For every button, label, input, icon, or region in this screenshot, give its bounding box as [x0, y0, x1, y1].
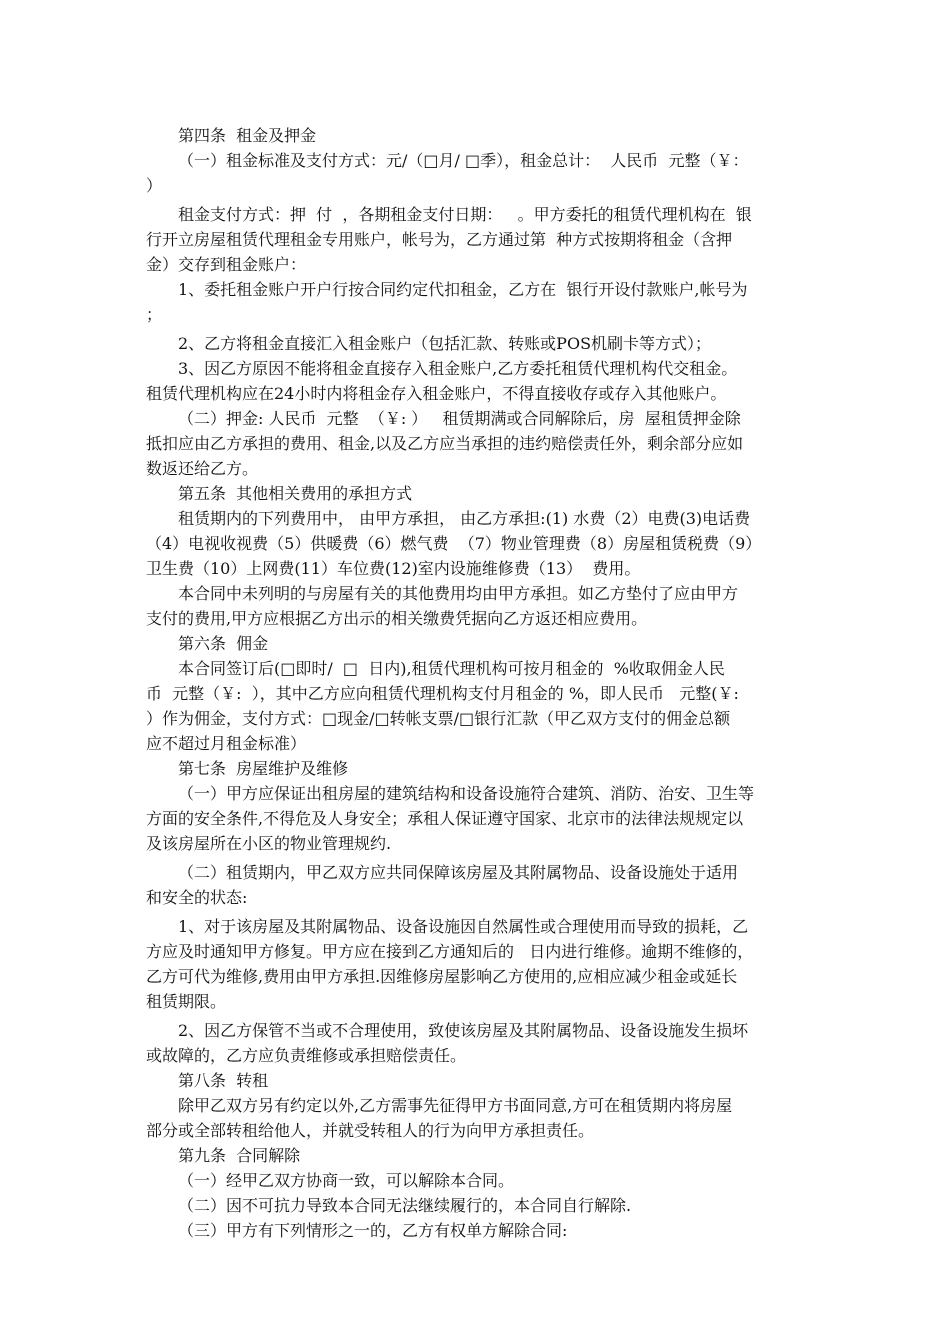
paragraph-line: 本合同签订后(□即时/ □ 日内),租赁代理机构可按月租金的 %收取佣金人民: [178, 659, 725, 678]
paragraph-line: 租金支付方式：押 付 ，各期租金支付日期： 。甲方委托的租赁代理机构在 银: [178, 205, 752, 224]
paragraph-line: 除甲乙双方另有约定以外,乙方需事先征得甲方书面同意,方可在租赁期内将房屋: [178, 1096, 733, 1115]
paragraph-line: （三）甲方有下列情形之一的，乙方有权单方解除合同:: [178, 1221, 568, 1240]
article-9-heading: 第九条 合同解除: [178, 1146, 301, 1165]
paragraph-line: 方面的安全条件,不得危及人身安全；承租人保证遵守国家、北京市的法律法规规定以: [146, 809, 744, 828]
paragraph-line: ；: [146, 305, 163, 324]
paragraph-line: 本合同中未列明的与房屋有关的其他费用均由甲方承担。如乙方垫付了应由甲方: [178, 584, 739, 603]
paragraph-line: 币 元整（￥: ），其中乙方应向租赁代理机构支付月租金的 %，即人民币 元整(￥:: [146, 684, 739, 703]
paragraph-line: （一）租金标准及支付方式：元/（□月/ □季），租金总计： 人民币 元整（￥：: [178, 151, 749, 170]
paragraph-line: （二）因不可抗力导致本合同无法继续履行的，本合同自行解除.: [178, 1196, 632, 1215]
paragraph-line: 金）交存到租金账户：: [146, 255, 307, 274]
paragraph-line: 3、因乙方原因不能将租金直接存入租金账户,乙方委托租赁代理机构代交租金。: [178, 359, 738, 378]
article-5-heading: 第五条 其他相关费用的承担方式: [178, 484, 413, 503]
paragraph-line: 乙方可代为维修,费用由甲方承担.因维修房屋影响乙方使用的,应相应减少租金或延长: [146, 967, 738, 986]
paragraph-line: 应不超过月租金标准）: [146, 734, 307, 753]
paragraph-line: 支付的费用,甲方应根据乙方出示的相关缴费凭据向乙方返还相应费用。: [146, 609, 648, 628]
paragraph-line: 1、对于该房屋及其附属物品、设备设施因自然属性或合理使用而导致的损耗，乙: [178, 917, 749, 936]
paragraph-line: 2、因乙方保管不当或不合理使用，致使该房屋及其附属物品、设备设施发生损坏: [178, 1021, 749, 1040]
article-8-heading: 第八条 转租: [178, 1071, 269, 1090]
article-7-heading: 第七条 房屋维护及维修: [178, 759, 349, 778]
paragraph-line: 租赁期内的下列费用中， 由甲方承担， 由乙方承担:(1) 水费（2）电费(3)电话费: [178, 509, 751, 528]
article-4-heading: 第四条 租金及押金: [178, 126, 317, 145]
paragraph-line: 或故障的，乙方应负责维修或承担赔偿责任。: [146, 1046, 467, 1065]
paragraph-line: （一）经甲乙双方协商一致，可以解除本合同。: [178, 1171, 515, 1190]
paragraph-line: 2、乙方将租金直接汇入租金账户（包括汇款、转账或POS机刷卡等方式）；: [178, 334, 712, 353]
paragraph-line: ）作为佣金，支付方式：□现金/□转帐支票/□银行汇款（甲乙双方支付的佣金总额: [146, 709, 731, 728]
paragraph-line: ）: [146, 176, 163, 195]
paragraph-line: 1、委托租金账户开户行按合同约定代扣租金，乙方在 银行开设付款账户,帐号为: [178, 280, 748, 299]
paragraph-line: （4）电视收视费（5）供暖费（6）燃气费 （7）物业管理费（8）房屋租赁税费（9）: [146, 534, 762, 553]
paragraph-line: 部分或全部转租给他人，并就受转租人的行为向甲方承担责任。: [146, 1121, 595, 1140]
paragraph-line: 卫生费（10）上网费(11）车位费(12)室内设施维修费（13） 费用。: [146, 559, 641, 578]
paragraph-line: 方应及时通知甲方修复。甲方应在接到乙方通知后的 日内进行维修。逾期不维修的，: [146, 942, 754, 961]
article-6-heading: 第六条 佣金: [178, 634, 269, 653]
paragraph-line: 数返还给乙方。: [146, 459, 259, 478]
paragraph-line: 和安全的状态:: [146, 888, 248, 907]
paragraph-line: 租赁期限。: [146, 992, 227, 1011]
paragraph-line: （一）甲方应保证出租房屋的建筑结构和设备设施符合建筑、消防、治安、卫生等: [178, 784, 755, 803]
paragraph-line: 及该房屋所在小区的物业管理规约.: [146, 834, 392, 853]
paragraph-line: （二）押金: 人民币 元整 （￥: ） 租赁期满或合同解除后，房 屋租赁押金除: [178, 409, 741, 428]
document-page: [146, 123, 810, 1243]
paragraph-line: 租赁代理机构应在24小时内将租金存入租金账户，不得直接收存或存入其他账户。: [146, 384, 727, 403]
paragraph-line: 抵扣应由乙方承担的费用、租金,以及乙方应当承担的违约赔偿责任外，剩余部分应如: [146, 434, 744, 453]
paragraph-line: 行开立房屋租赁代理租金专用账户，帐号为，乙方通过第 种方式按期将租金（含押: [146, 230, 733, 249]
paragraph-line: （二）租赁期内，甲乙双方应共同保障该房屋及其附属物品、设备设施处于适用: [178, 863, 739, 882]
